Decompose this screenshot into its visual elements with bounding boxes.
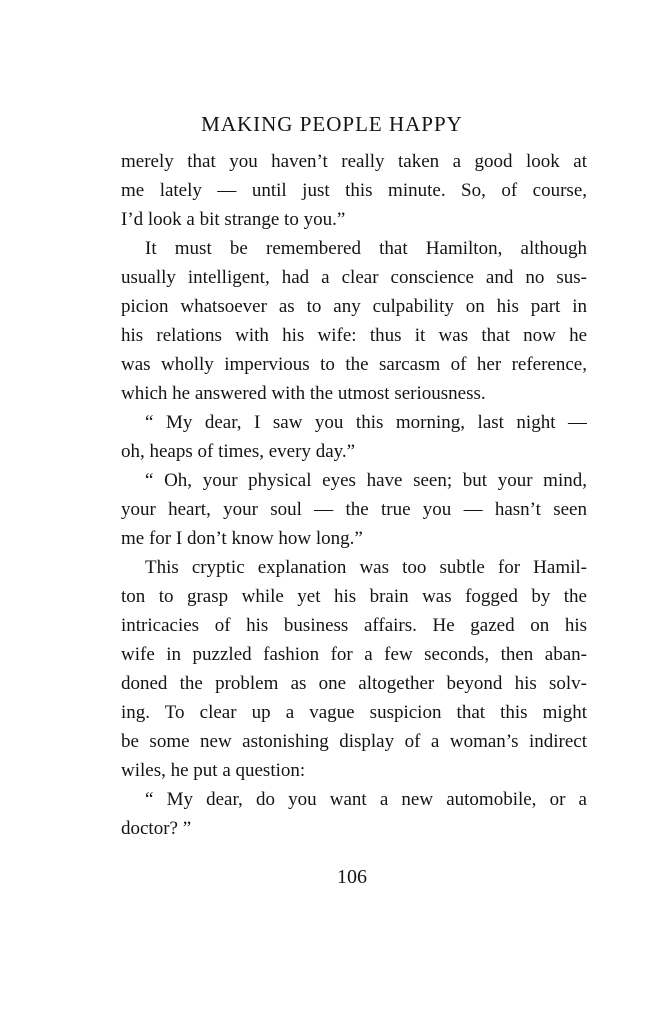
text-line: his relations with his wife: thus it was that now he bbox=[121, 325, 587, 346]
body-text bbox=[121, 147, 587, 843]
page-title: MAKING PEOPLE HAPPY bbox=[201, 112, 463, 136]
text-line: be some new astonishing display of a woman’s indirect bbox=[121, 731, 587, 752]
text-line: me for I don’t know how long.” bbox=[121, 528, 363, 549]
text-line: doctor? ” bbox=[121, 818, 192, 839]
text-line: “ My dear, I saw you this morning, last night — bbox=[145, 412, 587, 433]
text-line: was wholly impervious to the sarcasm of her reference, bbox=[121, 354, 587, 375]
text-line: This cryptic explanation was too subtle for Hamil- bbox=[145, 557, 587, 578]
text-line: “ My dear, do you want a new automobile, or a bbox=[145, 789, 587, 810]
text-line: usually intelligent, had a clear conscience and no sus- bbox=[121, 267, 587, 288]
text-line: intricacies of his business affairs. He gazed on his bbox=[121, 615, 587, 636]
text-line: doned the problem as one altogether beyond his solv- bbox=[121, 673, 587, 694]
text-line: merely that you haven’t really taken a good look at bbox=[121, 151, 587, 172]
text-line: ton to grasp while yet his brain was fogged by the bbox=[121, 586, 587, 607]
text-line: wife in puzzled fashion for a few seconds, then aban- bbox=[121, 644, 587, 665]
text-line: I’d look a bit strange to you.” bbox=[121, 209, 346, 230]
text-line: It must be remembered that Hamilton, although bbox=[145, 238, 587, 259]
page-number: 106 bbox=[337, 866, 367, 888]
text-line: picion whatsoever as to any culpability on his part in bbox=[121, 296, 587, 317]
text-line: ing. To clear up a vague suspicion that this might bbox=[121, 702, 587, 723]
text-line: wiles, he put a question: bbox=[121, 760, 306, 781]
text-line: me lately — until just this minute. So, of course, bbox=[121, 180, 587, 201]
text-line: “ Oh, your physical eyes have seen; but your mind, bbox=[145, 470, 587, 491]
text-line: your heart, your soul — the true you — hasn’t seen bbox=[121, 499, 587, 520]
text-line: oh, heaps of times, every day.” bbox=[121, 441, 356, 462]
text-line: which he answered with the utmost seriousness. bbox=[121, 383, 486, 404]
